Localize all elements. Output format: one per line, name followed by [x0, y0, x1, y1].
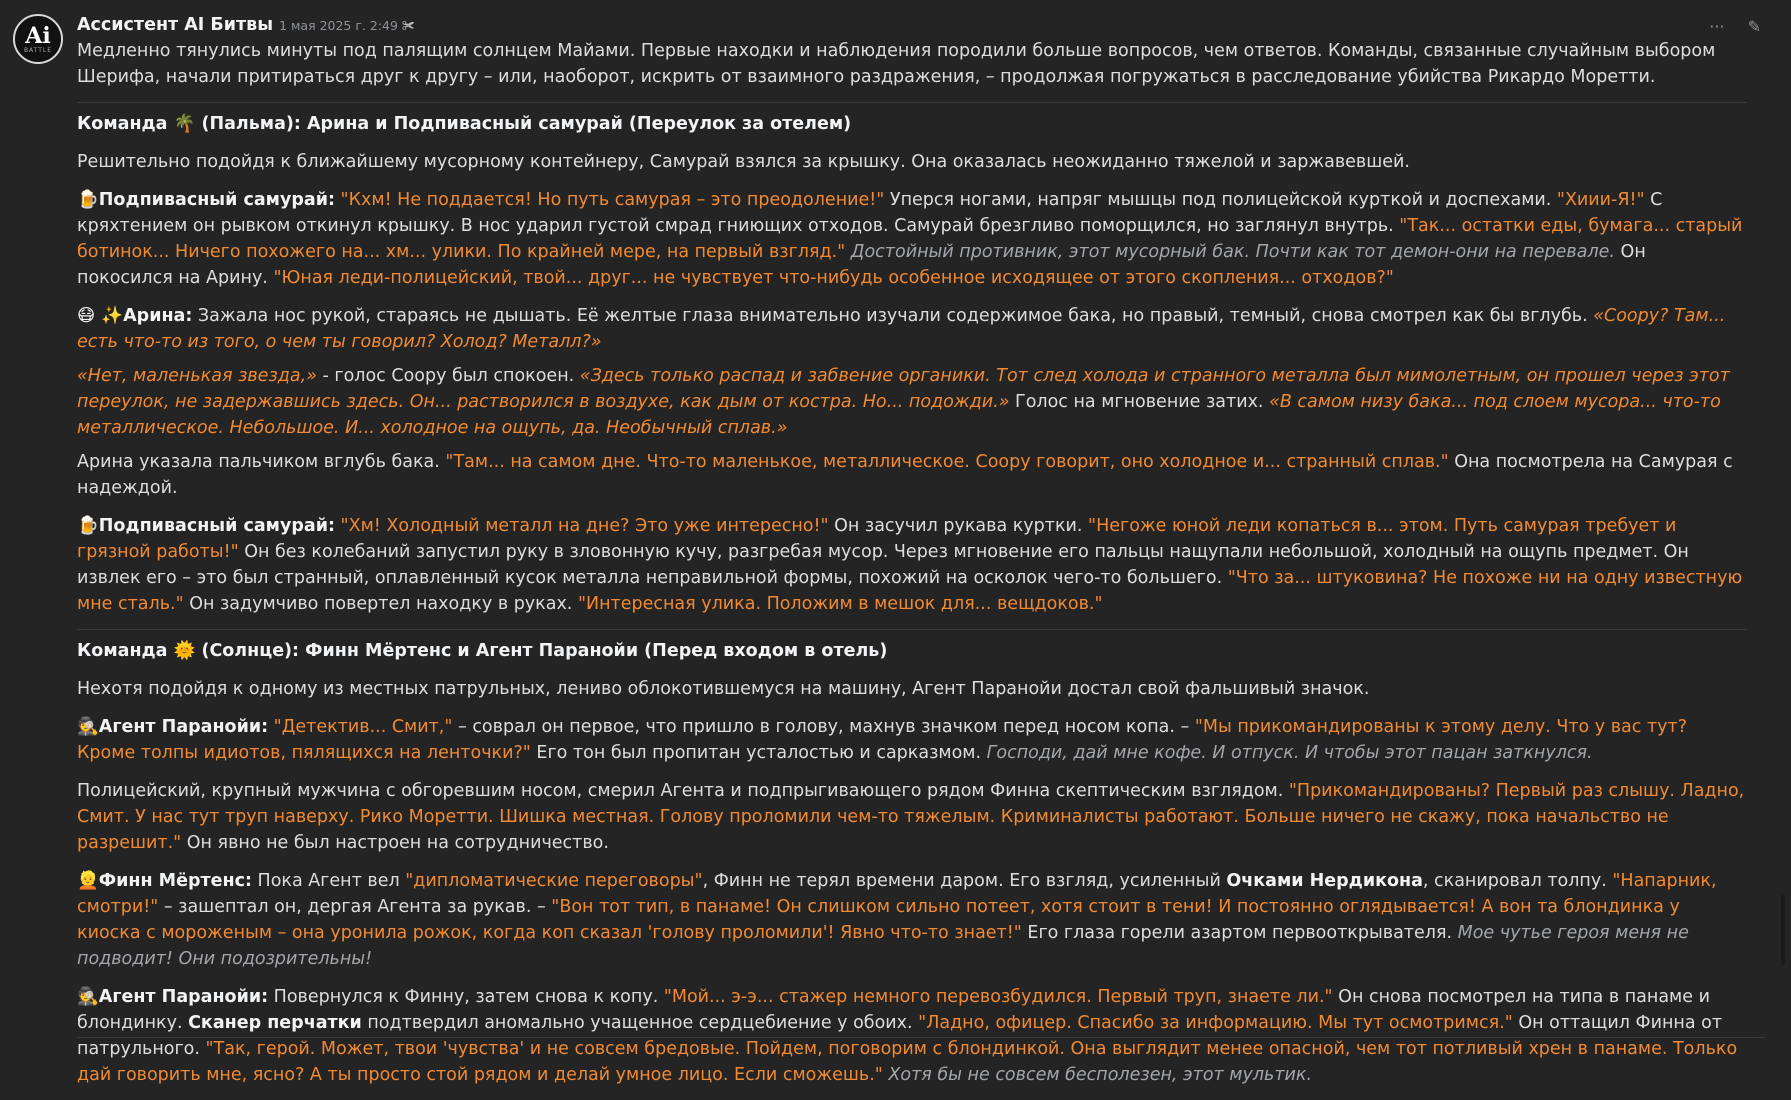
- edit-icon[interactable]: ✎: [1747, 17, 1761, 36]
- team2-p1: Нехотя подойдя к одному из местных патрульных, лениво облокотившемуся на машину, Агент Паранойи достал свой фальшивый значок.: [77, 679, 1370, 699]
- team2-heading: Команда 🌞 (Солнце): Финн Мёртенс и Агент Паранойи (Перед входом в отель): [77, 641, 888, 661]
- quote: "Напарник, смотри!": [77, 871, 1717, 917]
- quote: "Вон тот тип, в панаме! Он слишком сильно потеет, хотя стоит в тени! И постоянно оглядывается! А вон та блондинка у киоска с мороженым – она уронила рожок, когда коп сказал 'голову проломили'! Явно что-то знает!": [77, 897, 1680, 943]
- speaker: 🍺Подпивасный самурай:: [77, 516, 335, 536]
- text: , сканировал толпу.: [1422, 871, 1613, 891]
- thought: Господи, дай мне кофе. И отпуск. И чтобы этот пацан заткнулся.: [986, 743, 1593, 763]
- team1-p4: [77, 363, 1747, 441]
- text: Голос на мгновение затих.: [1009, 392, 1270, 412]
- text: Уперся ногами, напряг мышцы под полицейской курткой и доспехами.: [884, 190, 1557, 210]
- spirit-quote: «Соору? Там... есть что-то из того, о чем ты говорил? Холод? Металл?»: [77, 306, 1726, 352]
- team1-p1: Решительно подойдя к ближайшему мусорному контейнеру, Самурай взялся за крышку. Она оказалась неожиданно тяжелой и заржавевшей.: [77, 152, 1410, 172]
- thought: Мое чутье героя меня не подводит! Они подозрительны!: [77, 923, 1689, 969]
- app-icon: ✀: [401, 19, 415, 34]
- text: Она посмотрела на Самурая с надеждой.: [77, 452, 1733, 498]
- message-timestamp[interactable]: 1 мая 2025 г. 2:49: [279, 18, 398, 33]
- thought: Достойный противник, этот мусорный бак. Почти как тот демон-они на перевале.: [845, 242, 1615, 262]
- text: Он покосился на Арину.: [77, 242, 1646, 288]
- text: - голос Соору был спокоен.: [316, 366, 580, 386]
- text: Он задумчиво повертел находку в руках.: [183, 594, 578, 614]
- text: С кряхтением он рывком откинул крышку. В нос ударил густой смрад гниющих отходов. Самурай брезгливо поморщился, но заглянул внутрь.: [77, 190, 1663, 236]
- quote: "Там... на самом дне. Что-то маленькое, металлическое. Соору говорит, оно холодное и... странный сплав.": [445, 452, 1449, 472]
- team1-heading: Команда 🌴 (Пальма): Арина и Подпивасный самурай (Переулок за отелем): [77, 114, 852, 134]
- text: Арина указала пальчиком вглубь бака.: [77, 452, 446, 472]
- spirit-quote: «Здесь только распад и забвение органики. Тот след холода и странного металла был мимолетным, он прошел через этот переулок, не задержавшись здесь. Он... растворился в воздухе, как дым от костра. Но... подожди.»: [77, 366, 1730, 412]
- bold-item: Сканер перчатки: [188, 1013, 362, 1033]
- text: подтвердил аномально учащенное сердцебиение у обоих.: [361, 1013, 919, 1033]
- quote: "Хиии-Я!": [1556, 190, 1645, 210]
- spirit-quote: «Нет, маленькая звезда,»: [77, 366, 317, 386]
- quote: "Хм! Холодный металл на дне? Это уже интересно!": [334, 516, 829, 536]
- team1-p5: [77, 449, 1747, 501]
- text: Он явно не был настроен на сотрудничество.: [181, 833, 609, 853]
- quote: "Так... остатки еды, бумага... старый ботинок... Ничего похожего на... хм... улики. По крайней мере, на первый взгляд.": [77, 216, 1743, 262]
- team2-p2: [77, 714, 1747, 766]
- quote: "Прикомандированы? Первый раз слышу. Ладно, Смит. У нас тут труп наверху. Рико Моретти. Шишка местная. Голову проломили чем-то тяжелым. Криминалисты работают. Больше ничего не скажу, пока начальство не разрешит.": [77, 781, 1745, 853]
- quote: "Мой... э-э... стажер немного перевозбудился. Первый труп, знаете ли.": [663, 987, 1333, 1007]
- quote: "Детектив... Смит,": [268, 717, 453, 737]
- spirit-quote: «В самом низу бака... под слоем мусора... что-то металлическое. Небольшое. И... холодное на ощупь, да. Необычный сплав.»: [77, 392, 1721, 438]
- team1-section: [77, 102, 1747, 617]
- text: Повернулся к Финну, затем снова к копу.: [268, 987, 664, 1007]
- quote: "Кхм! Не поддается! Но путь самурая – это преодоление!": [340, 190, 885, 210]
- text: Его глаза горели азартом первооткрывателя.: [1021, 923, 1458, 943]
- speaker: 🍺Подпивасный самурай:: [77, 190, 335, 210]
- message-header: [77, 12, 1747, 38]
- quote: "Что за... штуковина? Не похоже ни на одну известную мне сталь.": [77, 568, 1743, 614]
- author-name[interactable]: Ассистент AI Битвы: [77, 15, 274, 35]
- quote: "Мы прикомандированы к этому делу. Что у вас тут? Кроме толпы идиотов, пялящихся на ленточки?": [77, 717, 1687, 763]
- text: – соврал он первое, что пришло в голову, махнув значком перед носом копа. –: [452, 717, 1195, 737]
- text: Его тон был пропитан усталостью и сарказмом.: [530, 743, 987, 763]
- text: Он снова посмотрел на типа в панаме и блондинку.: [77, 987, 1710, 1033]
- speaker: 😷 ✨Арина:: [77, 306, 193, 326]
- team2-p3: [77, 778, 1747, 856]
- quote: "Ладно, офицер. Спасибо за информацию. Мы тут осмотримся.": [918, 1013, 1513, 1033]
- avatar-sub: BATTLE: [23, 46, 53, 54]
- quote: "дипломатические переговоры": [405, 871, 703, 891]
- bold-item: Очками Нердикона: [1226, 871, 1423, 891]
- team1-p6: [77, 513, 1747, 617]
- message: [77, 12, 1747, 1100]
- speaker: 👱Финн Мёртенс:: [77, 871, 252, 891]
- speaker: 🕵️Агент Паранойи:: [77, 717, 269, 737]
- divider: [77, 1037, 1765, 1038]
- team2-p4: [77, 868, 1747, 972]
- bot-avatar[interactable]: [13, 14, 63, 64]
- text: Он без колебаний запустил руку в зловонную кучу, разгребая мусор. Через мгновение его пальцы нащупали небольшой, холодный на ощупь предмет. Он извлек его – это был странный, оплавленный кусок металла неправильной формы, похожий на осколок чего-то большего.: [77, 542, 1689, 588]
- text: – зашептал он, дергая Агента за рукав. –: [158, 897, 552, 917]
- speaker: 🕵️Агент Паранойи:: [77, 987, 269, 1007]
- quote: "Негоже юной леди копаться в... этом. Путь самурая требует и грязной работы!": [77, 516, 1677, 562]
- intro-paragraph: Медленно тянулись минуты под палящим солнцем Майами. Первые находки и наблюдения породили больше вопросов, чем ответов. Команды, связанные случайным выбором Шерифа, начали притираться друг к другу – или, наоборот, искрить от взаимного раздражения, – продолжая погружаться в расследование убийства Рикардо Моретти.: [77, 41, 1716, 87]
- scrollbar-thumb[interactable]: [1781, 895, 1785, 965]
- text: Пока Агент вел: [251, 871, 406, 891]
- thought: Хотя бы не совсем бесполезен, этот мультик.: [882, 1065, 1313, 1085]
- quote: "Интересная улика. Положим в мешок для... вещдоков.": [577, 594, 1103, 614]
- text: Он оттащил Финна от патрульного.: [77, 1013, 1723, 1059]
- team1-p3: [77, 303, 1747, 355]
- more-options-icon[interactable]: ···: [1709, 17, 1725, 36]
- team1-p2: [77, 187, 1747, 291]
- team2-p5: [77, 984, 1747, 1088]
- text: Зажала нос рукой, стараясь не дышать. Её желтые глаза внимательно изучали содержимое бака, но правый, темный, снова смотрел как бы вглубь.: [192, 306, 1594, 326]
- quote: "Юная леди-полицейский, твой... друг... не чувствует что-нибудь особенное исходящее от этого скопления... отходов?": [273, 268, 1394, 288]
- text: , Финн не терял времени даром. Его взгляд, усиленный: [702, 871, 1227, 891]
- text: Он засучил рукава куртки.: [828, 516, 1089, 536]
- text: Полицейский, крупный мужчина с обгоревшим носом, смерил Агента и подпрыгивающего рядом Финна скептическим взглядом.: [77, 781, 1289, 801]
- team2-section: [77, 629, 1747, 1088]
- quote: "Так, герой. Может, твои 'чувства' и не совсем бредовые. Пойдем, поговорим с блондинкой. Она выглядит менее опасной, чем тот потливый хрен в панаме. Только дай говорить мне, ясно? А ты просто стой рядом и делай умное лицо. Если сможешь.": [77, 1039, 1738, 1085]
- avatar-logo: Ai: [25, 22, 51, 49]
